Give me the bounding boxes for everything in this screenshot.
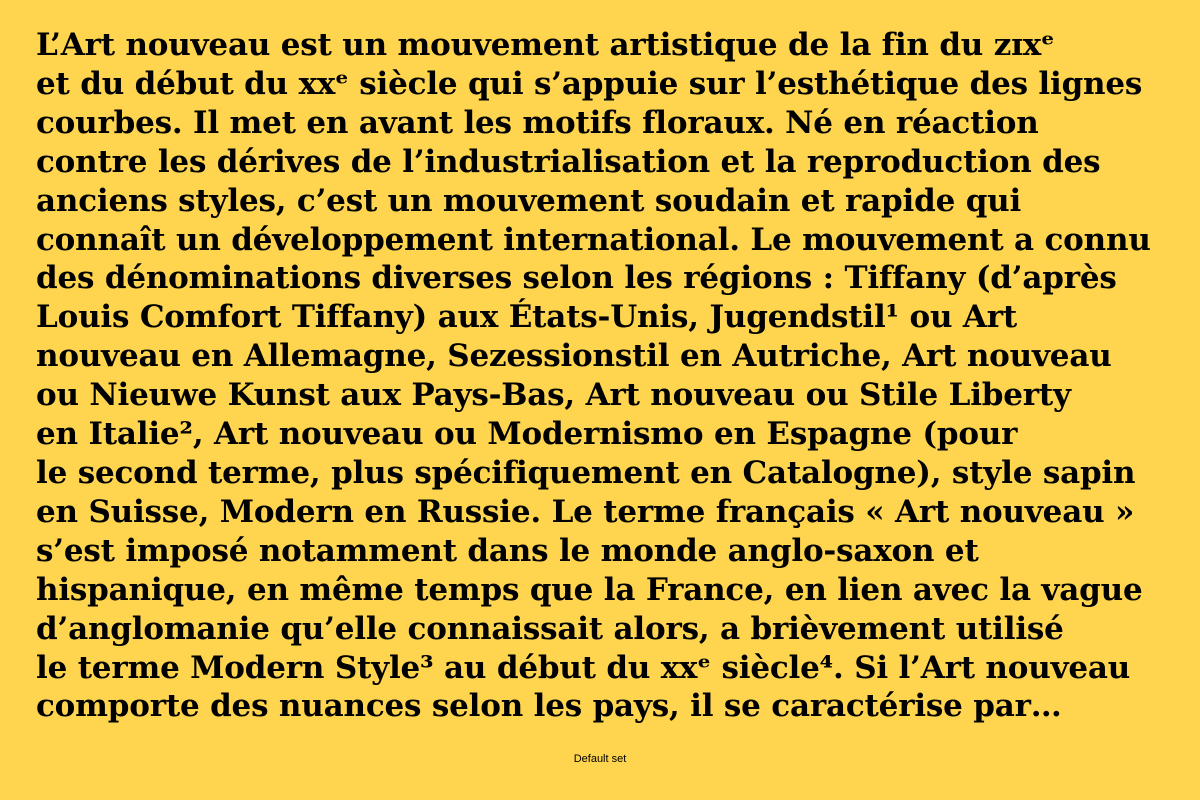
specimen-line-10: ou Nieuwe Kunst aux Pays-Bas, Art nouveau ou Stile Liberty xyxy=(36,377,1071,414)
specimen-line-17: le terme Modern Style³ au début du xxᵉ siècle⁴. Si l’Art nouveau xyxy=(36,649,1131,686)
specimen-line-1: L’Art nouveau est un mouvement artistique de la fin du ᴢɪxᵉ xyxy=(36,27,1055,63)
specimen-line-15: hispanique, en même temps que la France, en lien avec la vague xyxy=(36,571,1143,608)
caption-label: Default set xyxy=(573,753,627,765)
specimen-line-14: s’est imposé notamment dans le monde anglo-saxon et xyxy=(36,532,979,569)
specimen-line-2: et du début du xxᵉ siècle qui s’appuie sur l’esthétique des lignes xyxy=(36,65,1143,102)
specimen-line-3: courbes. Il met en avant les motifs floraux. Né en réaction xyxy=(36,104,1039,141)
specimen-line-7: des dénominations diverses selon les régions : Tiffany (d’après xyxy=(36,260,1117,297)
specimen-line-18: comporte des nuances selon les pays, il se caractérise par… xyxy=(36,688,1062,725)
specimen-line-4: contre les dérives de l’industrialisation et la reproduction des xyxy=(36,143,1101,180)
specimen-line-8: Louis Comfort Tiffany) aux États-Unis, Jugendstil¹ ou Art xyxy=(36,299,1018,336)
specimen-line-11: en Italie², Art nouveau ou Modernismo en Espagne (pour xyxy=(36,416,1018,453)
specimen-text-block xyxy=(36,26,1176,726)
specimen-line-12: le second terme, plus spécifiquement en Catalogne), style sapin xyxy=(36,454,1136,491)
specimen-line-13: en Suisse, Modern en Russie. Le terme français « Art nouveau » xyxy=(36,493,1135,530)
specimen-line-5: anciens styles, c’est un mouvement soudain et rapide qui xyxy=(36,182,1022,219)
specimen-line-9: nouveau en Allemagne, Sezessionstil en Autriche, Art nouveau xyxy=(36,338,1112,375)
specimen-line-16: d’anglomanie qu’elle connaissait alors, a brièvement utilisé xyxy=(36,610,1064,647)
specimen-line-6: connaît un développement international. Le mouvement a connu xyxy=(36,221,1151,258)
